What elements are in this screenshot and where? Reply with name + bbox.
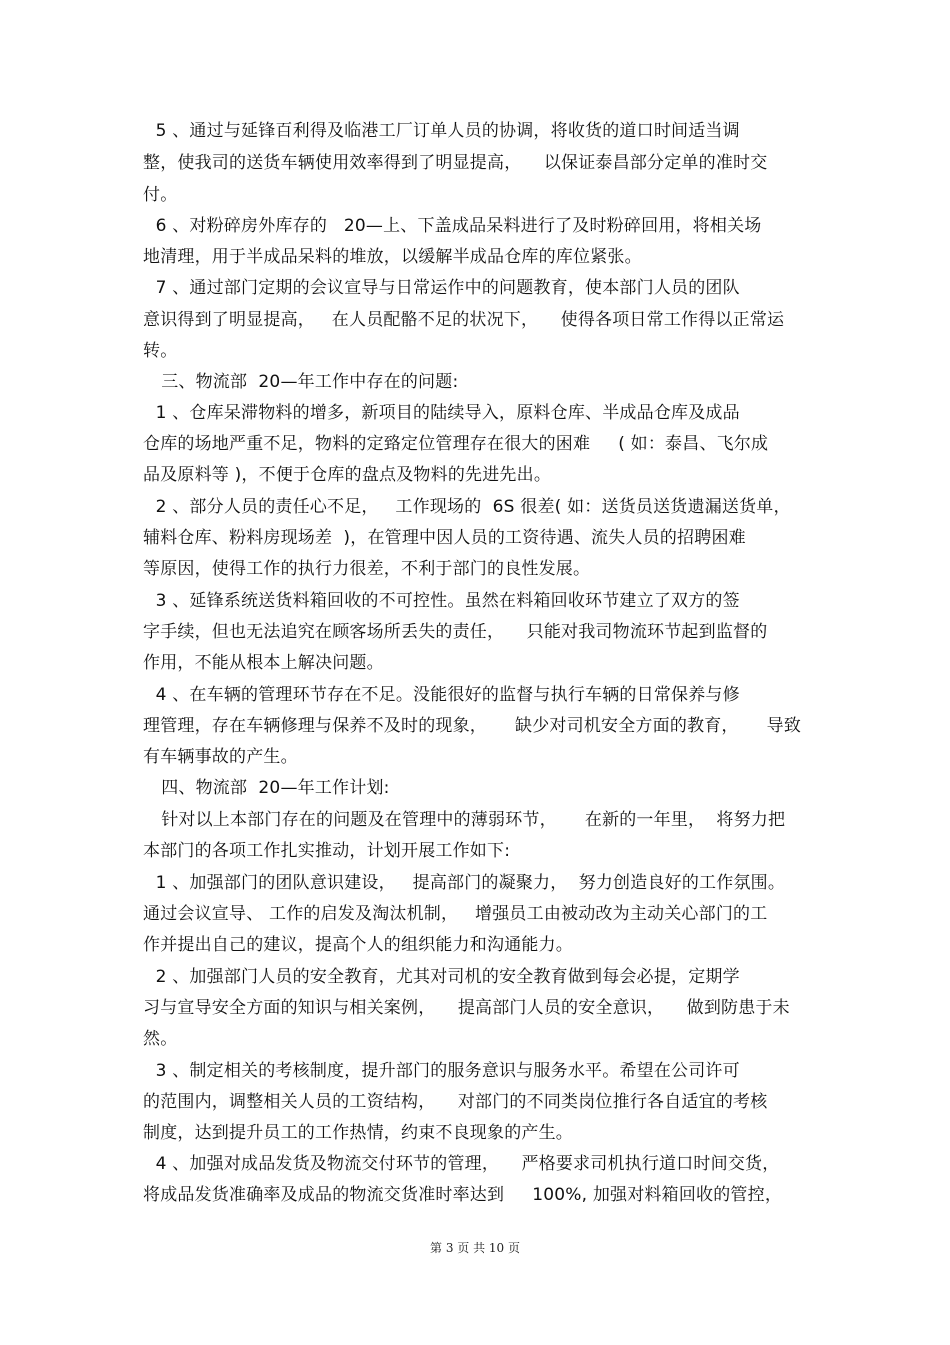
text-line: 2 、部分人员的责任心不足， 工作现场的 6S 很差( 如：送货员送货遗漏送货单， <box>150 497 791 517</box>
text-line: 针对以上本部门存在的问题及在管理中的薄弱环节， 在新的一年里， 将努力把 <box>150 810 786 830</box>
text-line: 字手续，但也无法追究在顾客场所丢失的责任， 只能对我司物流环节起到监督的 <box>143 622 768 642</box>
text-line: 将成品发货准确率及成品的物流交货准时率达到 100%, 加强对料箱回收的管控， <box>143 1185 783 1205</box>
text-line: 意识得到了明显提高， 在人员配骼不足的状况下， 使得各项日常工作得以正常运 <box>143 310 785 330</box>
text-line: 2 、加强部门人员的安全教育，尤其对司机的安全教育做到每会必提，定期学 <box>150 967 740 987</box>
text-line: 辅料仓库、粉料房现场差 )，在管理中因人员的工资待遇、流失人员的招聘困难 <box>143 528 746 548</box>
text-line: 7 、通过部门定期的会议宣导与日常运作中的问题教育，使本部门人员的团队 <box>150 278 740 298</box>
text-line: 3 、延锋系统送货料箱回收的不可控性。虽然在料箱回收环节建立了双方的签 <box>150 591 740 611</box>
text-line: 付。 <box>143 185 178 205</box>
text-line: 通过会议宣导、 工作的启发及淘汰机制， 增强员工由被动改为主动关心部门的工 <box>143 904 768 924</box>
text-line: 本部门的各项工作扎实推动，计划开展工作如下: <box>143 841 511 861</box>
text-line: 作用，不能从根本上解决问题。 <box>143 653 384 673</box>
text-line: 有车辆事故的产生。 <box>143 747 298 767</box>
text-line: 习与宣导安全方面的知识与相关案例， 提高部门人员的安全意识， 做到防患于未 <box>143 998 790 1018</box>
text-line: 4 、在车辆的管理环节存在不足。没能很好的监督与执行车辆的日常保养与修 <box>150 685 740 705</box>
text-line: 整，使我司的送货车辆使用效率得到了明显提高， 以保证泰昌部分定单的准时交 <box>143 153 768 173</box>
text-line: 的范围内，调整相关人员的工资结构， 对部门的不同类岗位推行各自适宜的考核 <box>143 1092 768 1112</box>
text-line: 3 、制定相关的考核制度，提升部门的服务意识与服务水平。希望在公司许可 <box>150 1061 740 1081</box>
text-line: 制度，达到提升员工的工作热情，约束不良现象的产生。 <box>143 1123 573 1143</box>
text-line: 4 、加强对成品发货及物流交付环节的管理， 严格要求司机执行道口时间交货， <box>150 1154 780 1174</box>
page-footer: 第 3 页 共 10 页 <box>430 1241 520 1255</box>
text-line: 品及原料等 )，不便于仓库的盘点及物料的先进先出。 <box>143 465 552 485</box>
text-line: 1 、仓库呆滞物料的增多，新项目的陆续导入，原料仓库、半成品仓库及成品 <box>150 403 740 423</box>
text-line: 仓库的场地严重不足，物料的定臵定位管理存在很大的困难 ( 如：泰昌、飞尔成 <box>143 434 769 454</box>
text-line: 三、物流部 20—年工作中存在的问题: <box>150 372 459 392</box>
text-line: 理管理，存在车辆修理与保养不及时的现象， 缺少对司机安全方面的教育， 导致 <box>143 716 802 736</box>
text-line: 1 、加强部门的团队意识建设， 提高部门的凝聚力， 努力创造良好的工作氛围。 <box>150 873 786 893</box>
text-line: 等原因，使得工作的执行力很差，不利于部门的良性发展。 <box>143 559 591 579</box>
text-line: 作并提出自己的建议，提高个人的组织能力和沟通能力。 <box>143 935 573 955</box>
text-line: 地清理，用于半成品呆料的堆放，以缓解半成品仓库的库位紧张。 <box>143 247 642 267</box>
text-line: 然。 <box>143 1029 178 1049</box>
text-line: 5 、通过与延锋百利得及临港工厂订单人员的协调，将收货的道口时间适当调 <box>150 121 740 141</box>
text-line: 转。 <box>143 341 178 361</box>
text-line: 6 、对粉碎房外库存的 20—上、下盖成品呆料进行了及时粉碎回用，将相关场 <box>150 216 762 236</box>
text-line: 四、物流部 20—年工作计划: <box>150 778 390 798</box>
